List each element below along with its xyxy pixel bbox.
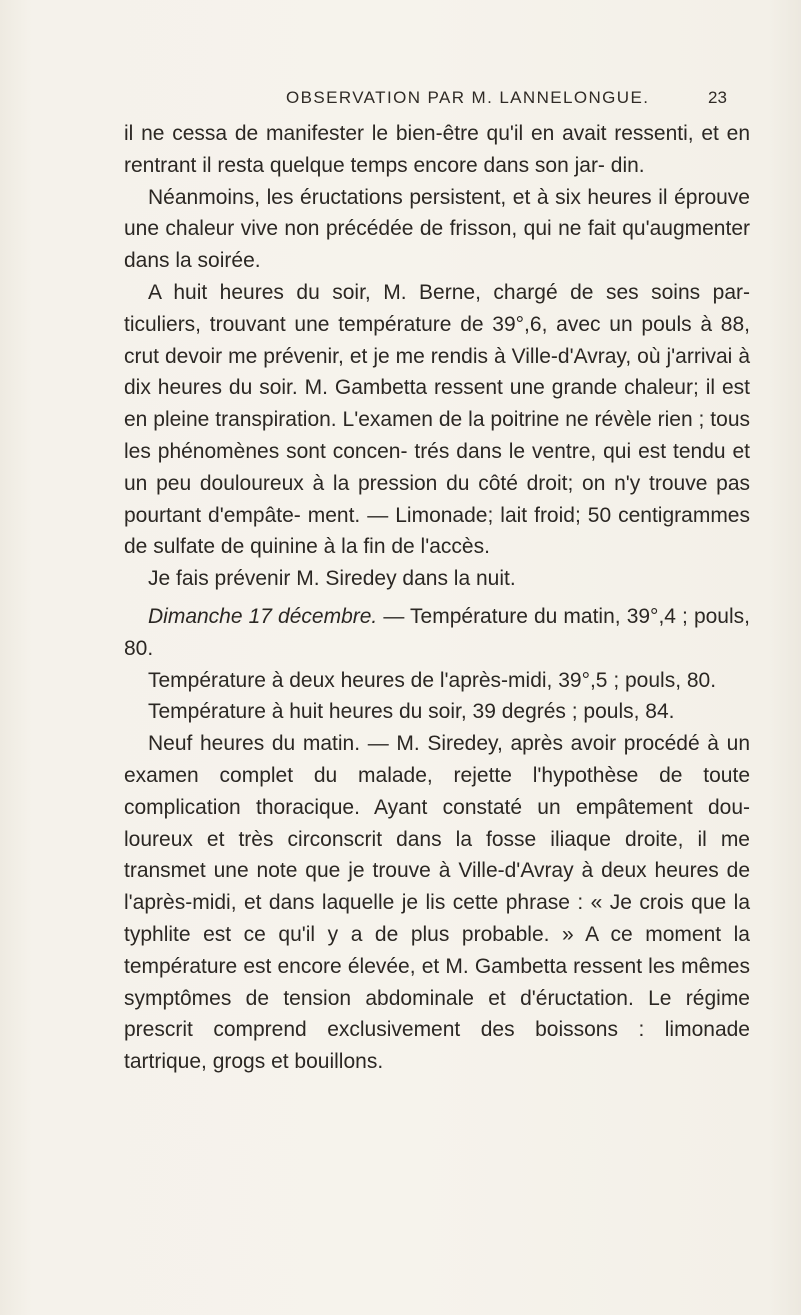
paragraph-dated-entry (124, 601, 750, 665)
running-head: OBSERVATION PAR M. LANNELONGUE. (286, 88, 650, 107)
paragraph-evening-temp: Température à huit heures du soir, 39 degrés ; pouls, 84. (148, 700, 675, 724)
page-header (0, 88, 801, 112)
dated-entry-text: — Température du matin, 39°,4 ; pouls, 80. (124, 604, 750, 660)
paragraph-continuation: il ne cessa de manifester le bien-être qu'il en avait ressenti, et en rentrant il resta quelque temps encore dans son jar- din. (124, 122, 750, 177)
paragraph-afternoon-temp: Température à deux heures de l'après-midi, 39°,5 ; pouls, 80. (148, 668, 717, 692)
date-label: Dimanche 17 décembre. (148, 604, 378, 628)
body-text (124, 118, 750, 1078)
paragraph-morning-exam: Neuf heures du matin. — M. Siredey, après avoir procédé à un examen complet du malade, rejette l'hypothèse de toute complication thoracique. Ayant constaté un empâtement dou- loureux et très circonscrit dans la fosse iliaque droite, il me transmet une note que je trouve à Ville-d'Avray à deux heures de l'après-midi, et dans laquelle je lis cette phrase : « Je crois que la typhlite est ce qu'il y a de plus probable. » A ce moment la température est encore élevée, et M. Gambetta ressent les mêmes symptômes de tension abdominale et d'éructation. Le régime prescrit comprend exclusivement des boissons : limonade tartrique, grogs et bouillons. (124, 732, 750, 1074)
paragraph-evening-visit: A huit heures du soir, M. Berne, chargé de ses soins par- ticuliers, trouvant une température de 39°,6, avec un pouls à 88, crut devoir me prévenir, et je me rendis à Ville-d'Avray, où j'arrivai à dix heures du soir. M. Gambetta ressent une grande chaleur; il est en pleine transpiration. L'examen de la poitrine ne révèle rien ; tous les phénomènes sont concen- trés dans le ventre, qui est tendu et un peu douloureux à la pression du côté droit; on n'y trouve pas pourtant d'empâte- ment. — Limonade; lait froid; 50 centigrammes de sulfate de quinine à la fin de l'accès. (124, 280, 750, 559)
paragraph-siredey-notice: Je fais prévenir M. Siredey dans la nuit. (148, 567, 516, 591)
page-number: 23 (708, 88, 727, 107)
paragraph-eructations: Néanmoins, les éructations persistent, et à six heures il éprouve une chaleur vive non précédée de frisson, qui ne fait qu'augmenter dans la soirée. (124, 185, 750, 273)
